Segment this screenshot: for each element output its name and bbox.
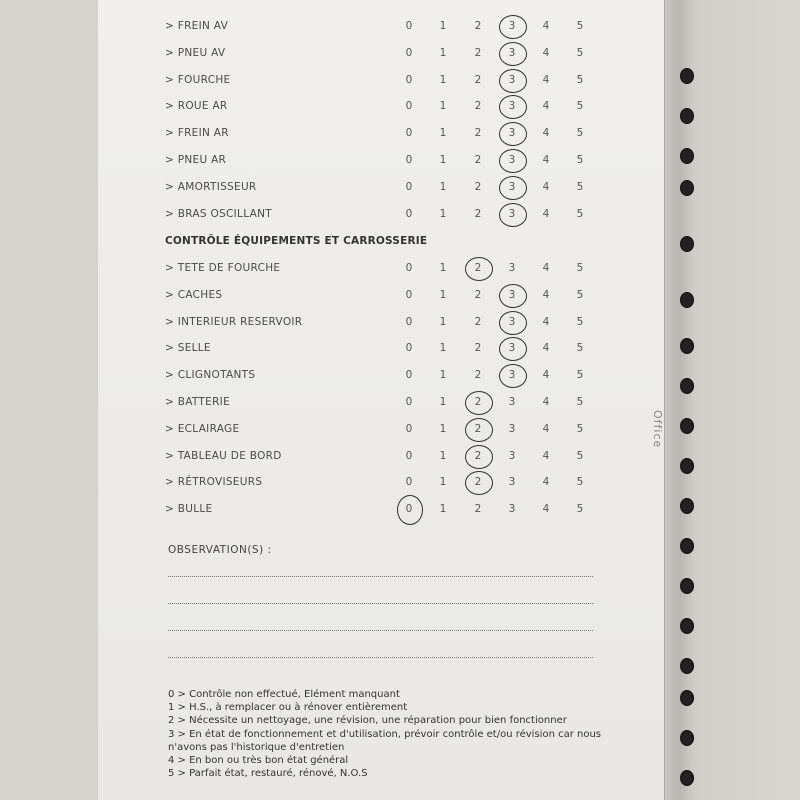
rating-row [0,289,800,309]
rating-option-0[interactable]: 0 [405,180,413,193]
rating-option-1[interactable]: 1 [439,288,447,301]
legend-item: 2 > Nécessite un nettoyage, une révision, une réparation pour bien fonctionner [168,715,567,727]
rating-option-2[interactable]: 2 [474,476,482,489]
rating-option-4[interactable]: 4 [542,180,550,193]
selected-rating-circle [499,337,527,361]
selected-rating-circle [499,122,527,146]
rating-option-1[interactable]: 1 [439,127,447,140]
rating-option-0[interactable]: 0 [405,449,413,462]
rating-option-0[interactable]: 0 [405,342,413,355]
rating-row [0,423,800,443]
rating-option-2[interactable]: 2 [474,73,482,86]
rating-option-5[interactable]: 5 [576,154,584,166]
punch-hole [680,658,694,674]
rating-option-4[interactable]: 4 [542,422,550,435]
punch-hole [680,770,694,786]
rating-row-label: > FREIN AV [165,20,229,32]
rating-option-5[interactable]: 5 [576,100,584,113]
rating-option-0[interactable]: 0 [405,315,413,328]
rating-option-4[interactable]: 4 [542,127,550,140]
legend-item: 1 > H.S., à remplacer ou à rénover entièrement [168,702,408,714]
rating-row-label: > TABLEAU DE BORD [165,449,282,462]
rating-row-label: > PNEU AR [165,154,227,166]
rating-option-3[interactable]: 3 [508,342,516,355]
rating-option-3[interactable]: 3 [508,449,516,462]
rating-option-4[interactable]: 4 [542,369,550,382]
rating-option-2[interactable]: 2 [474,180,482,193]
rating-row [0,503,800,523]
rating-row-label: > ECLAIRAGE [165,422,240,435]
rating-option-0[interactable]: 0 [405,503,413,516]
rating-row [0,396,800,416]
rating-option-1[interactable]: 1 [439,342,447,355]
rating-option-4[interactable]: 4 [542,262,550,274]
rating-row [0,47,800,67]
rating-row [0,74,800,94]
rating-option-3[interactable]: 3 [508,46,516,59]
rating-option-3[interactable]: 3 [508,422,516,435]
rating-option-4[interactable]: 4 [542,315,550,328]
rating-option-1[interactable]: 1 [439,315,447,328]
rating-option-0[interactable]: 0 [405,46,413,59]
rating-option-4[interactable]: 4 [542,20,550,32]
rating-option-0[interactable]: 0 [405,262,413,274]
rating-option-2[interactable]: 2 [474,154,482,166]
rating-row-label: > AMORTISSEUR [165,180,257,193]
rating-option-5[interactable]: 5 [576,288,584,301]
rating-option-1[interactable]: 1 [439,449,447,462]
rating-row-label: > TETE DE FOURCHE [165,262,281,274]
rating-option-3[interactable]: 3 [508,396,516,408]
rating-option-0[interactable]: 0 [405,396,413,408]
rating-option-5[interactable]: 5 [576,20,584,32]
sleeve-brand-text: Office [651,410,664,449]
rating-option-0[interactable]: 0 [405,422,413,435]
rating-option-0[interactable]: 0 [405,100,413,113]
rating-row-label: > BATTERIE [165,396,231,408]
rating-option-2[interactable]: 2 [474,100,482,113]
punch-hole [680,730,694,746]
selected-rating-circle [465,445,493,469]
rating-option-4[interactable]: 4 [542,46,550,59]
selected-rating-circle [499,284,527,308]
rating-option-5[interactable]: 5 [576,476,584,489]
rating-option-0[interactable]: 0 [405,207,413,220]
rating-option-5[interactable]: 5 [576,369,584,382]
observation-line[interactable] [168,630,593,631]
rating-row-label: > RÉTROVISEURS [165,476,263,489]
selected-rating-circle [465,391,493,415]
selected-rating-circle [499,203,527,227]
rating-option-5[interactable]: 5 [576,422,584,435]
rating-row [0,20,800,40]
rating-option-4[interactable]: 4 [542,100,550,113]
rating-option-3[interactable]: 3 [508,180,516,193]
rating-row [0,316,800,336]
selected-rating-circle [499,364,527,388]
rating-row [0,181,800,201]
rating-option-5[interactable]: 5 [576,207,584,220]
rating-option-4[interactable]: 4 [542,449,550,462]
rating-option-1[interactable]: 1 [439,369,447,382]
selected-rating-circle [499,69,527,93]
rating-option-4[interactable]: 4 [542,207,550,220]
rating-option-4[interactable]: 4 [542,396,550,408]
rating-option-3[interactable]: 3 [508,288,516,301]
rating-option-3[interactable]: 3 [508,100,516,113]
rating-option-3[interactable]: 3 [508,73,516,86]
selected-rating-circle [499,95,527,119]
section-title: CONTRÔLE ÉQUIPEMENTS ET CARROSSERIE [165,235,428,247]
rating-option-1[interactable]: 1 [439,262,447,274]
rating-option-0[interactable]: 0 [405,154,413,166]
rating-option-0[interactable]: 0 [405,476,413,489]
legend-item: 3 > En état de fonctionnement et d'utilisation, prévoir contrôle et/ou révision car nous [168,728,602,740]
selected-rating-circle [499,15,527,39]
selected-rating-circle [499,311,527,335]
rating-row [0,450,800,470]
rating-row [0,127,800,147]
rating-option-5[interactable]: 5 [576,503,584,516]
rating-row [0,100,800,120]
rating-option-3[interactable]: 3 [508,207,516,220]
rating-option-1[interactable]: 1 [439,396,447,408]
rating-option-2[interactable]: 2 [474,422,482,435]
rating-row-label: > FOURCHE [165,73,231,86]
rating-row-label: > CACHES [165,288,223,301]
rating-row [0,208,800,228]
rating-option-3[interactable]: 3 [508,20,516,32]
rating-option-1[interactable]: 1 [439,180,447,193]
rating-option-5[interactable]: 5 [576,396,584,408]
observation-line[interactable] [168,576,593,577]
punch-hole [680,618,694,634]
rating-option-2[interactable]: 2 [474,288,482,301]
punch-hole [680,578,694,594]
rating-option-5[interactable]: 5 [576,262,584,274]
rating-option-0[interactable]: 0 [405,369,413,382]
rating-row [0,262,800,282]
rating-option-2[interactable]: 2 [474,503,482,516]
selected-rating-circle [499,176,527,200]
rating-option-1[interactable]: 1 [439,422,447,435]
rating-option-2[interactable]: 2 [474,46,482,59]
rating-legend [168,688,602,780]
rating-row [0,154,800,174]
rating-option-5[interactable]: 5 [576,73,584,86]
rating-row [0,342,800,362]
rating-option-2[interactable]: 2 [474,262,482,274]
rating-option-2[interactable]: 2 [474,127,482,140]
rating-row-label: > BULLE [165,503,213,516]
selected-rating-circle [499,42,527,66]
rating-row-label: > FREIN AR [165,127,229,140]
rating-option-3[interactable]: 3 [508,476,516,489]
rating-option-5[interactable]: 5 [576,46,584,59]
rating-option-2[interactable]: 2 [474,396,482,408]
rating-option-1[interactable]: 1 [439,100,447,113]
rating-option-3[interactable]: 3 [508,369,516,382]
rating-row-label: > PNEU AV [165,46,226,59]
legend-item: n'avons pas l'historique d'entretien [168,741,345,753]
selected-rating-circle [465,471,493,495]
rating-option-1[interactable]: 1 [439,73,447,86]
rating-row-label: > ROUE AR [165,100,228,113]
rating-option-2[interactable]: 2 [474,449,482,462]
rating-option-5[interactable]: 5 [576,127,584,140]
rating-option-5[interactable]: 5 [576,449,584,462]
selected-rating-circle [397,495,423,525]
legend-item: 5 > Parfait état, restauré, rénové, N.O.S [168,768,368,780]
rating-option-1[interactable]: 1 [439,503,447,516]
rating-option-4[interactable]: 4 [542,476,550,489]
punch-hole [680,538,694,554]
rating-option-0[interactable]: 0 [405,20,413,32]
rating-option-1[interactable]: 1 [439,20,447,32]
observation-line[interactable] [168,657,593,658]
rating-row-label: > INTERIEUR RESERVOIR [165,315,303,328]
rating-option-4[interactable]: 4 [542,154,550,166]
rating-option-4[interactable]: 4 [542,288,550,301]
rating-option-2[interactable]: 2 [474,207,482,220]
rating-option-2[interactable]: 2 [474,369,482,382]
rating-option-4[interactable]: 4 [542,342,550,355]
rating-option-3[interactable]: 3 [508,503,516,516]
rating-option-5[interactable]: 5 [576,315,584,328]
rating-option-2[interactable]: 2 [474,20,482,32]
rating-option-0[interactable]: 0 [405,288,413,301]
rating-option-5[interactable]: 5 [576,180,584,193]
observation-label: OBSERVATION(S) : [168,544,272,556]
rating-option-4[interactable]: 4 [542,73,550,86]
punch-hole [680,236,694,252]
legend-item: 0 > Contrôle non effectué, Elément manquant [168,689,400,700]
rating-row-label: > CLIGNOTANTS [165,369,256,382]
punch-hole [680,690,694,706]
rating-option-2[interactable]: 2 [474,342,482,355]
rating-option-3[interactable]: 3 [508,127,516,140]
rating-option-3[interactable]: 3 [508,154,516,166]
rating-option-3[interactable]: 3 [508,262,516,274]
selected-rating-circle [465,257,493,281]
rating-option-3[interactable]: 3 [508,315,516,328]
legend-item: 4 > En bon ou très bon état général [168,755,349,767]
rating-row [0,369,800,389]
rating-option-0[interactable]: 0 [405,73,413,86]
rating-option-1[interactable]: 1 [439,46,447,59]
rating-option-1[interactable]: 1 [439,207,447,220]
rating-option-1[interactable]: 1 [439,154,447,166]
rating-row [0,476,800,496]
rating-option-0[interactable]: 0 [405,127,413,140]
selected-rating-circle [465,418,493,442]
rating-option-4[interactable]: 4 [542,503,550,516]
rating-option-1[interactable]: 1 [439,476,447,489]
selected-rating-circle [499,149,527,173]
rating-option-5[interactable]: 5 [576,342,584,355]
rating-option-2[interactable]: 2 [474,315,482,328]
rating-row-label: > SELLE [165,342,211,355]
observation-line[interactable] [168,603,593,604]
rating-row-label: > BRAS OSCILLANT [165,207,272,220]
